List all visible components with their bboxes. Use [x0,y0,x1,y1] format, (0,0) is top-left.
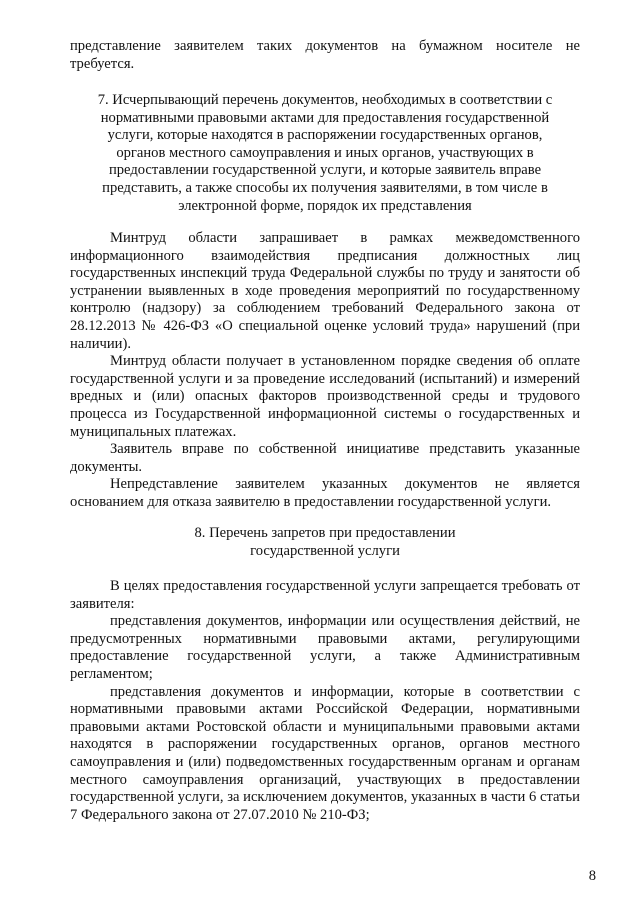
section-8-heading-line: 8. Перечень запретов при предоставлении [194,525,456,541]
section-8-paragraph: В целях предоставления государственной услуги запрещается требовать от заявителя: [70,578,580,612]
section-7-heading-line: электронной форме, порядок их представления [178,197,472,214]
section-7-heading [70,92,580,215]
section-7-heading-line: услуги, которые находятся в распоряжении государственных органов, [107,127,543,144]
section-7-body [70,230,580,512]
section-7-heading-line: предоставлении государственной услуги, и которые заявитель вправе [108,162,542,179]
intro-paragraph: представление заявителем таких документов на бумажном носителе не требуется. [70,38,580,72]
section-7-paragraph: Минтруд области получает в установленном порядке сведения об оплате государственной услуги и за проведение исследований (испытаний) и измерений вредных и (или) опасных факторов производственной среды и трудового процесса из Государственной информационной системы о государственных и муниципальных платежах. [70,353,580,440]
intro-text [70,38,580,73]
section-7-paragraph: Минтруд области запрашивает в рамках межведомственного информационного взаимодействия предписания должностных лиц государственных инспекций труда Федеральной службы по труду и занятости об устранении выявленных в ходе проведения мероприятий по государственному контролю (надзору) за соблюдением требований Федерального закона от 28.12.2013 № 426-ФЗ «О специальной оценке условий труда» нарушений (при наличии). [70,230,580,352]
section-7-heading-line: органов местного самоуправления и иных органов, участвующих в [116,144,534,161]
section-8-heading-line: государственной услуги [250,542,400,559]
section-8-heading [70,525,580,560]
section-8-paragraph: представления документов и информации, которые в соответствии с нормативными правовыми актами Российской Федерации, нормативными правовыми актами Ростовской области и муниципальными правовыми актами находятся в распоряжении государственных органов, органов местного самоуправления и (или) подведомственных государственным органам и органам местного самоуправления организаций, участвующих в предоставлении государственной услуги, за исключением документов, указанных в части 6 статьи 7 Федерального закона от 27.07.2010 № 210-ФЗ; [70,683,580,823]
section-7-paragraph: Непредставление заявителем указанных документов не является основанием для отказа заявителю в предоставлении государственной услуги. [70,476,580,510]
section-7-heading-line: представить, а также способы их получения заявителями, в том числе в [102,179,548,196]
section-7-heading-line: нормативными правовыми актами для предоставления государственной [100,109,550,126]
section-7-paragraph: Заявитель вправе по собственной инициативе представить указанные документы. [70,441,580,475]
page-number: 8 [588,868,596,884]
section-8-body [70,578,580,824]
section-7-heading-line: 7. Исчерпывающий перечень документов, необходимых в соответствии с [97,92,553,108]
section-8-paragraph: представления документов, информации или осуществления действий, не предусмотренных нормативными правовыми актами, регулирующими предоставление государственной услуги, а также Административным регламентом; [70,613,580,682]
